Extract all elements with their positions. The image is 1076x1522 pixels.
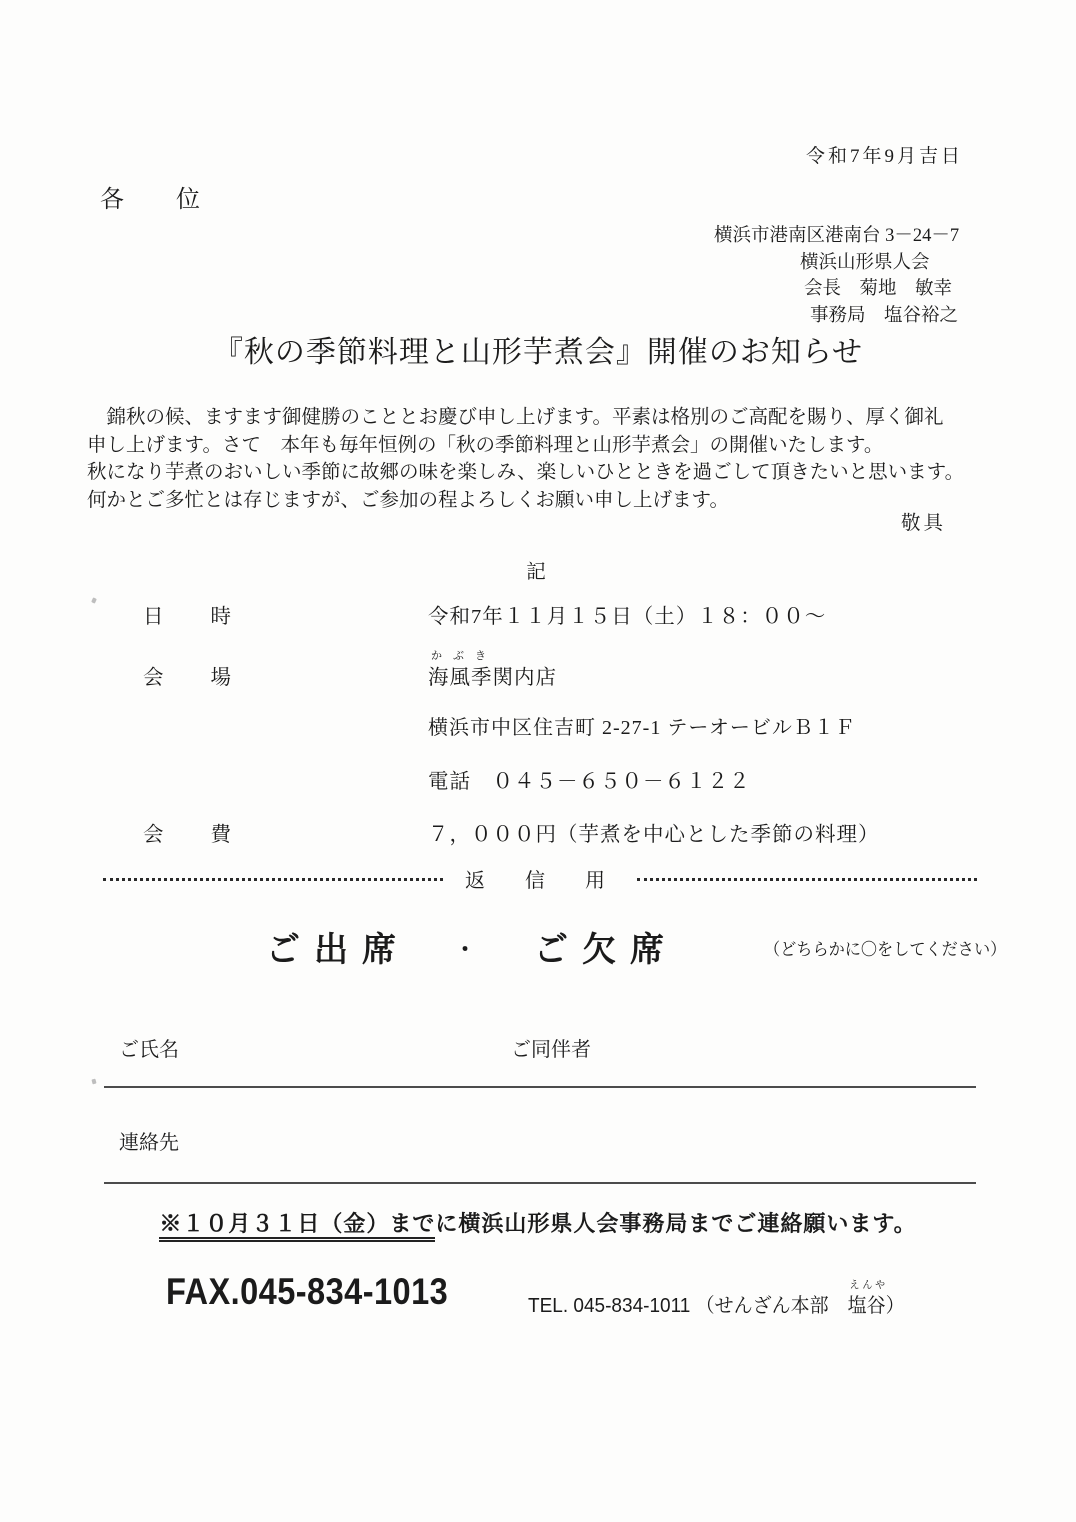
sender-president: 会長 菊地 敏幸 bbox=[804, 279, 953, 299]
deadline-date-underlined: ※１０月３１日（金）まで bbox=[159, 1211, 435, 1242]
deadline-rest: に横浜山形県人会事務局までご連絡願います。 bbox=[435, 1211, 917, 1236]
tel-contact-furigana: えんや bbox=[849, 1279, 888, 1291]
venue-name-main: 海風季 bbox=[428, 667, 493, 689]
body-line: 申し上げます。さて 本年も毎年恒例の「秋の季節料理と山形芋煮会」の開催いたします。 bbox=[87, 434, 884, 456]
document-title: 『秋の季節料理と山形芋煮会』開催のお知らせ bbox=[212, 336, 864, 369]
tel-line-close: ） bbox=[885, 1295, 905, 1317]
body-paragraph bbox=[87, 404, 992, 514]
absent-option: ご欠席 bbox=[534, 931, 679, 969]
datetime-value: 令和7年１１月１５日（土）１８：００～ bbox=[428, 606, 827, 628]
name-field-label: ご氏名 bbox=[119, 1039, 179, 1061]
venue-name-ruby bbox=[428, 650, 497, 690]
circle-instruction-note: （どちらかに〇をしてください） bbox=[764, 940, 1007, 959]
venue-name bbox=[428, 650, 557, 690]
venue-furigana: かぶき bbox=[431, 650, 497, 662]
body-line: 秋になり芋煮のおいしい季節に故郷の味を楽しみ、楽しいひとときを過ごして頂きたいと思います。 bbox=[87, 462, 965, 484]
fax-number: FAX.045-834-1013 bbox=[166, 1271, 449, 1312]
scan-speck bbox=[91, 597, 97, 603]
sender-address: 横浜市港南区港南台 3－24－7 bbox=[714, 226, 960, 246]
attendance-row bbox=[0, 922, 1076, 972]
reply-section-divider bbox=[103, 864, 977, 893]
document-date: 令和7年9月吉日 bbox=[806, 146, 964, 167]
attendance-choices bbox=[266, 922, 678, 971]
companion-field-label: ご同伴者 bbox=[511, 1039, 591, 1061]
fee-value: ７，０００円（芋煮を中心とした季節の料理） bbox=[428, 824, 880, 846]
sender-office: 事務局 塩谷裕之 bbox=[810, 305, 959, 326]
sender-block bbox=[714, 223, 959, 329]
sender-organization: 横浜山形県人会 bbox=[800, 252, 930, 273]
contact-blank-line bbox=[104, 1182, 976, 1184]
reply-section-label: 返 信 用 bbox=[465, 870, 615, 892]
venue-label: 会 場 bbox=[143, 667, 233, 689]
fee-label: 会 費 bbox=[143, 824, 233, 846]
choice-separator-dot: ・ bbox=[454, 937, 477, 962]
venue-name-rest: 関内店 bbox=[492, 667, 557, 689]
contact-field-label: 連絡先 bbox=[119, 1132, 179, 1154]
closing-keigu: 敬具 bbox=[901, 513, 947, 534]
venue-phone: 電話 ０４５－６５０－６１２２ bbox=[428, 771, 751, 793]
record-mark: 記 bbox=[526, 562, 550, 583]
body-line: 何かとご多忙とは存じますが、ご参加の程よろしくお願い申し上げます。 bbox=[87, 489, 729, 511]
dotted-line-right bbox=[637, 876, 977, 881]
name-blank-line bbox=[104, 1086, 976, 1088]
tel-number: TEL. 045-834-1011 （せんざん本部 bbox=[528, 1295, 848, 1317]
venue-address: 横浜市中区住吉町 2-27-1 テーオービルＢ１Ｆ bbox=[428, 717, 856, 739]
body-line: 錦秋の候、ますます御健勝のこととお慶び申し上げます。平素は格別のご高配を賜り、厚く御礼 bbox=[87, 407, 944, 428]
tel-contact-name: 塩谷 bbox=[847, 1295, 886, 1317]
tel-contact-ruby bbox=[847, 1279, 888, 1318]
salutation: 各 位 bbox=[100, 187, 214, 213]
deadline-note bbox=[0, 1207, 1076, 1238]
dotted-line-left bbox=[103, 876, 443, 881]
tel-line bbox=[528, 1279, 905, 1318]
scan-speck bbox=[91, 1079, 96, 1085]
datetime-label: 日 時 bbox=[143, 606, 233, 628]
attend-option: ご出席 bbox=[266, 931, 410, 969]
